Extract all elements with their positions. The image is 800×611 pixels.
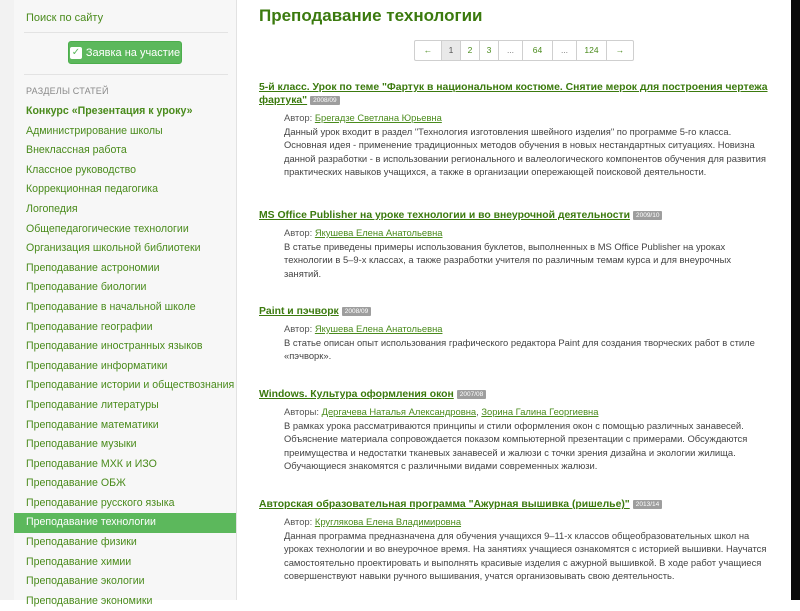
page-link[interactable]: 3: [480, 41, 499, 60]
sidebar-nav-item[interactable]: Коррекционная педагогика: [26, 183, 159, 196]
sidebar-nav-item[interactable]: Преподавание экологии: [26, 575, 145, 588]
sidebar-nav-item[interactable]: Преподавание музыки: [26, 438, 137, 451]
sidebar-nav-item[interactable]: Администрирование школы: [26, 124, 163, 137]
author-link[interactable]: Якушева Елена Анатольевна: [314, 323, 443, 334]
prev-page-arrow-icon[interactable]: ←: [415, 41, 442, 60]
sidebar-nav-item[interactable]: Преподавание биологии: [26, 281, 147, 294]
date-badge: 2013/14: [633, 500, 663, 509]
article-description: В статье описан опыт использования графического редактора Paint для создания творческих работ в стиле «пэчворк».: [284, 337, 755, 362]
sidebar-nav-item[interactable]: Преподавание химии: [26, 555, 132, 568]
sidebar-divider: [24, 74, 228, 75]
article-authors: Автор: Якушева Елена Анатольевна: [284, 227, 443, 238]
article-description: Данный урок входит в раздел "Технология изготовления швейного изделия" по программе 5-го класса. Основная идея - применение традиционных методов обучения в новых нестандартных ситуациях. Новизна данной разработки - в использовании регионального и валеологического компонентов обучения для развития практических навыков учащихся, а также в организации опережающей поисковой деятельности.: [284, 126, 766, 178]
sidebar-nav-item[interactable]: Преподавание технологии: [14, 513, 236, 533]
sidebar-nav-item[interactable]: Организация школьной библиотеки: [26, 242, 201, 255]
sidebar-nav-item[interactable]: Преподавание математики: [26, 418, 159, 431]
page-ellipsis: ...: [499, 41, 523, 60]
sidebar-nav-item[interactable]: Конкурс «Презентация к уроку»: [26, 105, 193, 117]
sidebar-divider: [24, 32, 228, 33]
apply-button[interactable]: [68, 41, 182, 64]
article-description: В статье приведены примеры использования буклетов, выполненных в MS Office Publisher на уроках технологии в 5–9-х классах, а также разработки учителя по различным темам курса и для внеурочных занятий.: [284, 241, 732, 279]
checkmark-icon: ✓: [71, 46, 81, 58]
sidebar-nav-item[interactable]: Внеклассная работа: [26, 144, 127, 157]
page-link[interactable]: 1: [442, 41, 461, 60]
sidebar-nav-item[interactable]: Преподавание литературы: [26, 398, 159, 411]
sidebar-nav-item[interactable]: Преподавание информатики: [26, 359, 168, 372]
article-title-link[interactable]: 5-й класс. Урок по теме "Фартук в национальном костюме. Снятие мерок для построения чертежа фартука" 2008/09: [259, 82, 768, 106]
article-item: [259, 388, 769, 473]
article-item: [259, 498, 769, 583]
article-title-link[interactable]: Paint и пэчворк 2008/09: [259, 305, 769, 318]
sidebar-nav-item[interactable]: Преподавание экономики: [26, 594, 153, 607]
sidebar-nav-item[interactable]: Преподавание ОБЖ: [26, 477, 126, 490]
article-item: [259, 209, 769, 280]
article-authors: Авторы: Дергачева Наталья Александровна, Зорина Галина Георгиевна: [284, 406, 599, 417]
article-title-link[interactable]: MS Office Publisher на уроке технологии и во внеурочной деятельности 2009/10: [259, 209, 769, 222]
article-title-link[interactable]: Авторская образовательная программа "Ажурная вышивка (ришелье)" 2013/14: [259, 498, 769, 511]
date-badge: 2009/10: [633, 211, 663, 220]
page-link[interactable]: 2: [461, 41, 480, 60]
sidebar-nav-item[interactable]: Общепедагогические технологии: [26, 222, 189, 235]
author-link[interactable]: Круглякова Елена Владимировна: [314, 516, 462, 527]
page-link[interactable]: 124: [577, 41, 607, 60]
article-description: Данная программа предназначена для обучения учащихся 9–11-х классов общеобразовательных школ на уроках технологии и во внеурочное время. На занятиях учащиеся ознакомятся с историей вышивки. Научатся самостоятельно проектировать и выполнять красивые изделия с ажурной вышивкой. В ходе работ учащиеся совершенствуют навыки ручного вышивания, учатся организовывать свою деятельность.: [284, 530, 767, 582]
page-link[interactable]: 64: [523, 41, 553, 60]
search-link[interactable]: Поиск по сайту: [26, 12, 104, 24]
section-title: РАЗДЕЛЫ СТАТЕЙ: [26, 86, 109, 96]
sidebar-nav-item[interactable]: Классное руководство: [26, 163, 137, 176]
author-link[interactable]: Якушева Елена Анатольевна: [314, 227, 443, 238]
author-link[interactable]: Зорина Галина Георгиевна: [481, 406, 599, 417]
date-badge: 2008/09: [310, 96, 340, 105]
sidebar-nav-item[interactable]: Логопедия: [26, 202, 78, 215]
sidebar-nav-item[interactable]: Преподавание иностранных языков: [26, 340, 203, 353]
article-authors: Автор: Якушева Елена Анатольевна: [284, 323, 443, 334]
sidebar: [14, 0, 237, 607]
pagination: [414, 40, 634, 61]
sidebar-nav-item[interactable]: Преподавание русского языка: [26, 496, 175, 509]
next-page-arrow-icon[interactable]: →: [615, 45, 625, 55]
date-badge: 2008/09: [342, 307, 372, 316]
article-title-link[interactable]: Windows. Культура оформления окон 2007/08: [259, 388, 769, 401]
article-description: В рамках урока рассматриваются принципы и стили оформления окон с помощью различных занавесей. Объяснение материала сопровождается показом компьютерной презентации с примерами. Обсуждаются преимущества и недостатки тканевых занавесей и жалюзи с точки зрения дизайна и экологии жилища. Обучающиеся знакомятся с различными видами современных жалюзи.: [284, 420, 748, 472]
article-item: [259, 305, 769, 363]
sidebar-nav-item[interactable]: Преподавание географии: [26, 320, 153, 333]
article-authors: Автор: Круглякова Елена Владимировна: [284, 516, 462, 527]
author-link[interactable]: Брегадзе Светлана Юрьевна: [314, 112, 442, 123]
author-link[interactable]: Дергачева Наталья Александровна: [321, 406, 477, 417]
article-item: [259, 81, 769, 179]
sidebar-nav-item[interactable]: Преподавание МХК и ИЗО: [26, 457, 157, 470]
article-authors: Автор: Брегадзе Светлана Юрьевна: [284, 112, 442, 123]
window-frame-left: [0, 0, 14, 600]
page-title: Преподавание технологии: [259, 6, 483, 25]
sidebar-nav: [14, 102, 236, 611]
sidebar-nav-item[interactable]: Преподавание истории и обществознания: [26, 379, 235, 392]
page-ellipsis: ...: [553, 41, 577, 60]
window-frame-right: [791, 0, 800, 600]
apply-button-label: Заявка на участие: [85, 46, 181, 59]
sidebar-nav-item[interactable]: Преподавание физики: [26, 536, 137, 549]
sidebar-nav-item[interactable]: Преподавание астрономии: [26, 261, 160, 274]
sidebar-nav-item[interactable]: Преподавание в начальной школе: [26, 300, 196, 313]
date-badge: 2007/08: [457, 390, 487, 399]
